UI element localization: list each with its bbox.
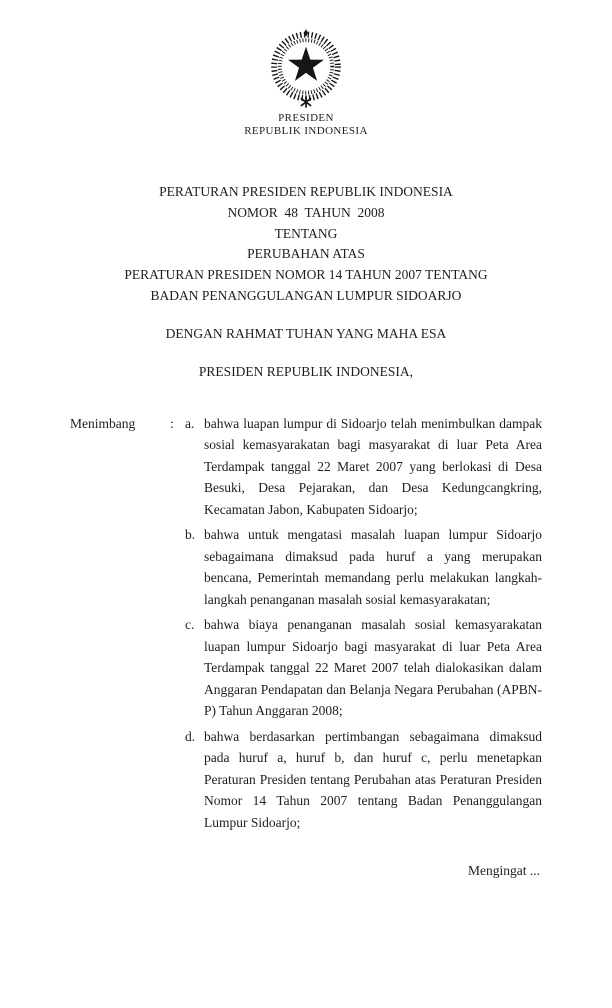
title-line: PERUBAHAN ATAS (247, 246, 365, 262)
invocation-line: DENGAN RAHMAT TUHAN YANG MAHA ESA (165, 325, 447, 341)
presidential-star-wreath-icon (256, 26, 356, 112)
letterhead (0, 0, 612, 138)
considerations-label: Menimbang (70, 415, 136, 431)
regulation-title (0, 182, 612, 307)
consideration-item-letter: d. (185, 728, 196, 744)
consideration-item-text: bahwa biaya penanganan masalah sosial kemasyarakatan luapan lumpur Sidoarjo bagi masyarakat di luar Peta Area Terdampak tanggal 22 Maret 2007 telah dialokasikan dalam Anggaran Pendapatan dan Belanja Negara Perubahan (APBN-P) Tahun Anggaran 2008; (204, 617, 542, 719)
consideration-item (185, 726, 542, 834)
authority-line: PRESIDEN REPUBLIK INDONESIA, (198, 363, 414, 379)
consideration-item-letter: b. (185, 527, 196, 543)
consideration-item-letter: a. (185, 415, 195, 431)
catchword-mengingat: Mengingat ... (468, 863, 540, 879)
star-icon (288, 47, 324, 81)
consideration-item-letter: c. (185, 617, 195, 633)
title-line: TENTANG (274, 225, 338, 241)
considerations-section (0, 413, 612, 838)
considerations-colon: : (170, 415, 174, 431)
title-line: PERATURAN PRESIDEN NOMOR 14 TAHUN 2007 TENTANG (124, 267, 488, 283)
title-line: PERATURAN PRESIDEN REPUBLIK INDONESIA (159, 184, 453, 199)
consideration-item (185, 614, 542, 722)
letterhead-line-republik-indonesia: REPUBLIK INDONESIA (244, 125, 368, 137)
considerations-list (185, 413, 542, 838)
title-line: BADAN PENANGGULANGAN LUMPUR SIDOARJO (150, 287, 462, 303)
title-line: NOMOR 48 TAHUN 2008 (227, 204, 385, 220)
consideration-item (185, 413, 542, 521)
letterhead-line-presiden: PRESIDEN (278, 112, 334, 124)
consideration-item (185, 524, 542, 610)
consideration-item-text: bahwa berdasarkan pertimbangan sebagaimana dimaksud pada huruf a, huruf b, dan huruf c, perlu menetapkan Peraturan Presiden tentang Perubahan atas Peraturan Presiden Nomor 14 Tahun 2007 tentang Badan Penanggulangan Lumpur Sidoarjo; (204, 728, 542, 830)
consideration-item-text: bahwa untuk mengatasi masalah luapan lumpur Sidoarjo sebagaimana dimaksud pada huruf a yang merupakan bencana, Pemerintah memandang perlu melakukan langkah-langkah penanganan masalah sosial kemasyarakatan; (204, 527, 542, 607)
consideration-item-text: bahwa luapan lumpur di Sidoarjo telah menimbulkan dampak sosial kemasyarakatan bagi masyarakat di luar Peta Area Terdampak tanggal 22 Maret 2007 yang berlokasi di Desa Besuki, Desa Pejarakan, dan Desa Kedungcangkring, Kecamatan Jabon, Kabupaten Sidoarjo; (204, 415, 542, 517)
